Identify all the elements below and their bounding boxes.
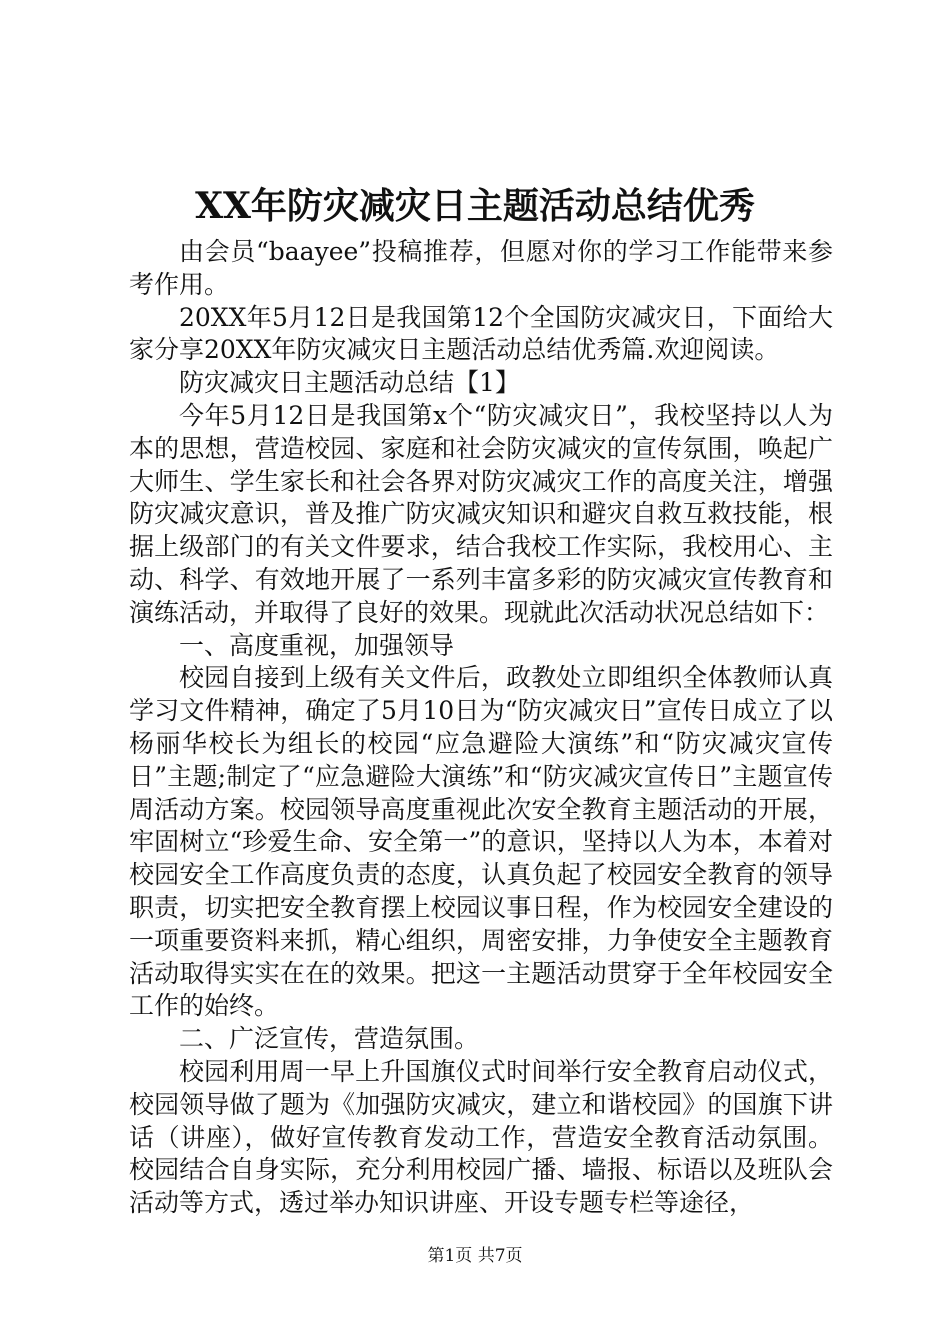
paragraph-summary: 20XX年5月12日是我国第12个全国防灾减灾日，下面给大家分享20XX年防灾减灾日主题活动总结优秀篇.欢迎阅读。	[129, 302, 833, 365]
subheading-1: 一、高度重视，加强领导	[179, 630, 455, 660]
paragraph-leadership: 校园自接到上级有关文件后，政教处立即组织全体教师认真学习文件精神，确定了5月10日为“防灾减灾日”宣传日成立了以杨丽华校长为组长的校园“应急避险大演练”和“防灾减灾宣传日”主题;制定了“应急避险大演练”和“防灾减灾宣传日”主题宣传周活动方案。校园领导高度重视此次安全教育主题活动的开展，牢固树立“珍爱生命、安全第一”的意识，坚持以人为本，本着对校园安全工作高度负责的态度，认真负起了校园安全教育的领导职责，切实把安全教育摆上校园议事日程，作为校园安全建设的一项重要资料来抓，精心组织，周密安排，力争使安全主题教育活动取得实实在在的效果。把这一主题活动贯穿于全年校园安全工作的始终。	[129, 663, 833, 1021]
paragraph-publicity: 校园利用周一早上升国旗仪式时间举行安全教育启动仪式，校园领导做了题为《加强防灾减灾，建立和谐校园》的国旗下讲话（讲座），做好宣传教育发动工作，营造安全教育活动氛围。校园结合自身实际，充分利用校园广播、墙报、标语以及班队会活动等方式，透过举办知识讲座、开设专题专栏等途径，	[129, 1056, 833, 1218]
paragraph-intro: 由会员“baayee”投稿推荐，但愿对你的学习工作能带来参考作用。	[129, 237, 833, 299]
document-title: XX年防灾减灾日主题活动总结优秀	[195, 185, 755, 227]
paragraph-overview: 今年5月12日是我国第x个“防灾减灾日”，我校坚持以人为本的思想，营造校园、家庭和社会防灾减灾的宣传氛围，唤起广大师生、学生家长和社会各界对防灾减灾工作的高度关注，增强防灾减灾意识，普及推广防灾减灾知识和避灾自救互救技能，根据上级部门的有关文件要求，结合我校工作实际，我校用心、主动、科学、有效地开展了一系列丰富多彩的防灾减灾宣传教育和演练活动，并取得了良好的效果。现就此次活动状况总结如下：	[129, 400, 833, 627]
section-heading: 防灾减灾日主题活动总结【1】	[179, 368, 520, 398]
page-footer: 第1页 共7页	[427, 1246, 523, 1266]
document-body	[129, 236, 833, 1220]
subheading-2: 二、广泛宣传，营造氛围。	[179, 1024, 480, 1054]
